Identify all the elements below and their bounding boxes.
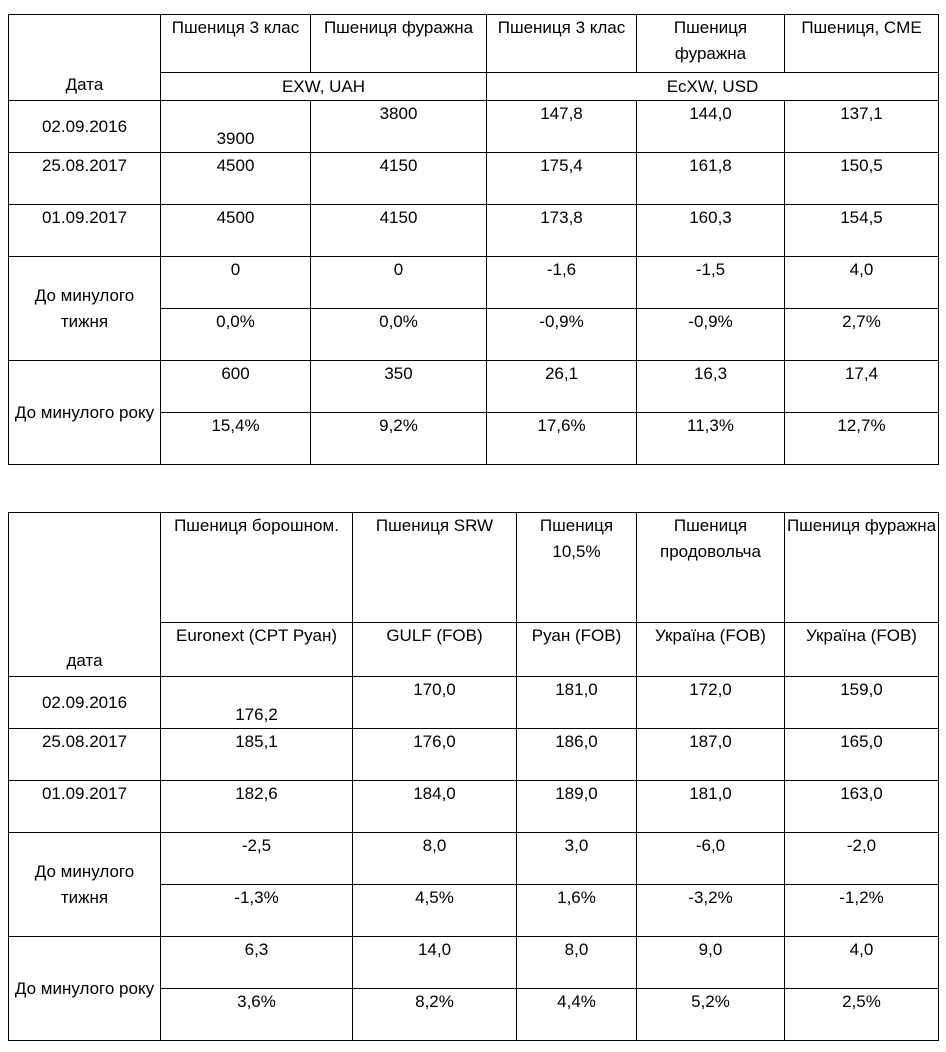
col-header: Пшениця борошном.: [161, 513, 353, 623]
cell: -2,0: [785, 833, 939, 885]
cell: 3,0: [517, 833, 637, 885]
group-header-exw-uah: EXW, UAH: [161, 73, 487, 101]
col-header: Пшениця фуражна: [785, 513, 939, 623]
cell: 0,0%: [311, 309, 487, 361]
cell: 172,0: [637, 677, 785, 729]
cell: 3800: [311, 101, 487, 153]
market-header: Euronext (CPT Руан): [161, 623, 353, 677]
cell: 12,7%: [785, 413, 939, 465]
cell: 163,0: [785, 781, 939, 833]
cell: -2,5: [161, 833, 353, 885]
cell: 9,0: [637, 937, 785, 989]
cell: 4,0: [785, 937, 939, 989]
cell: 4150: [311, 153, 487, 205]
cell: 3,6%: [161, 989, 353, 1041]
col-header: Пшениця, CME: [785, 15, 939, 73]
cell: 600: [161, 361, 311, 413]
wheat-prices-table-export-markets: [8, 512, 939, 1041]
cell: -1,2%: [785, 885, 939, 937]
cell: -6,0: [637, 833, 785, 885]
cell: 11,3%: [637, 413, 785, 465]
date-header: Дата: [9, 15, 161, 101]
market-header: GULF (FOB): [353, 623, 517, 677]
week-change-label: До минулого тижня: [9, 257, 161, 361]
cell: 350: [311, 361, 487, 413]
table-row: [9, 101, 939, 153]
col-header: Пшениця фуражна: [311, 15, 487, 73]
table-row: [9, 257, 939, 309]
cell: 144,0: [637, 101, 785, 153]
cell: 8,0: [517, 937, 637, 989]
cell: 154,5: [785, 205, 939, 257]
market-header: Руан (FOB): [517, 623, 637, 677]
table-row: [9, 833, 939, 885]
cell: 17,6%: [487, 413, 637, 465]
cell: 5,2%: [637, 989, 785, 1041]
cell: -1,3%: [161, 885, 353, 937]
cell: 159,0: [785, 677, 939, 729]
cell: 14,0: [353, 937, 517, 989]
cell: 26,1: [487, 361, 637, 413]
cell: 175,4: [487, 153, 637, 205]
cell: 4,0: [785, 257, 939, 309]
cell: 176,2: [161, 677, 353, 729]
cell: 3900: [161, 101, 311, 153]
cell: 160,3: [637, 205, 785, 257]
col-header: Пшениця 10,5%: [517, 513, 637, 623]
cell: 173,8: [487, 205, 637, 257]
cell: 170,0: [353, 677, 517, 729]
group-header-ecxw-usd: EcXW, USD: [487, 73, 939, 101]
cell: 184,0: [353, 781, 517, 833]
table-row: [9, 361, 939, 413]
cell: 1,6%: [517, 885, 637, 937]
market-header: Україна (FOB): [785, 623, 939, 677]
cell: 2,5%: [785, 989, 939, 1041]
cell: 186,0: [517, 729, 637, 781]
cell: -0,9%: [637, 309, 785, 361]
cell: 16,3: [637, 361, 785, 413]
cell: 147,8: [487, 101, 637, 153]
table-row: [9, 729, 939, 781]
col-header: Пшениця фуражна: [637, 15, 785, 73]
cell: 181,0: [637, 781, 785, 833]
week-change-label: До минулого тижня: [9, 833, 161, 937]
cell: 161,8: [637, 153, 785, 205]
cell: 0: [311, 257, 487, 309]
cell: -1,6: [487, 257, 637, 309]
cell: 4500: [161, 153, 311, 205]
cell: 4,5%: [353, 885, 517, 937]
table-row: [9, 677, 939, 729]
date-header: дата: [9, 513, 161, 677]
cell: 6,3: [161, 937, 353, 989]
row-date: 25.08.2017: [9, 729, 161, 781]
cell: 0: [161, 257, 311, 309]
table-row: [9, 781, 939, 833]
cell: 150,5: [785, 153, 939, 205]
row-date: 01.09.2017: [9, 781, 161, 833]
cell: 137,1: [785, 101, 939, 153]
cell: -1,5: [637, 257, 785, 309]
row-date: 25.08.2017: [9, 153, 161, 205]
cell: 189,0: [517, 781, 637, 833]
year-change-label: До минулого року: [9, 937, 161, 1041]
wheat-prices-table-uah-usd: [8, 14, 939, 465]
cell: 185,1: [161, 729, 353, 781]
cell: -3,2%: [637, 885, 785, 937]
col-header: Пшениця 3 клас: [161, 15, 311, 73]
cell: 176,0: [353, 729, 517, 781]
col-header: Пшениця 3 клас: [487, 15, 637, 73]
cell: 4500: [161, 205, 311, 257]
row-date: 01.09.2017: [9, 205, 161, 257]
cell: 181,0: [517, 677, 637, 729]
cell: 4150: [311, 205, 487, 257]
col-header: Пшениця SRW: [353, 513, 517, 623]
cell: 2,7%: [785, 309, 939, 361]
cell: 8,2%: [353, 989, 517, 1041]
cell: -0,9%: [487, 309, 637, 361]
row-date: 02.09.2016: [9, 677, 161, 729]
col-header: Пшениця продовольча: [637, 513, 785, 623]
cell: 17,4: [785, 361, 939, 413]
cell: 165,0: [785, 729, 939, 781]
cell: 15,4%: [161, 413, 311, 465]
cell: 4,4%: [517, 989, 637, 1041]
table-row: [9, 205, 939, 257]
row-date: 02.09.2016: [9, 101, 161, 153]
year-change-label: До минулого року: [9, 361, 161, 465]
cell: 9,2%: [311, 413, 487, 465]
cell: 0,0%: [161, 309, 311, 361]
cell: 187,0: [637, 729, 785, 781]
market-header: Україна (FOB): [637, 623, 785, 677]
cell: 182,6: [161, 781, 353, 833]
cell: 8,0: [353, 833, 517, 885]
table-row: [9, 937, 939, 989]
table-row: [9, 153, 939, 205]
